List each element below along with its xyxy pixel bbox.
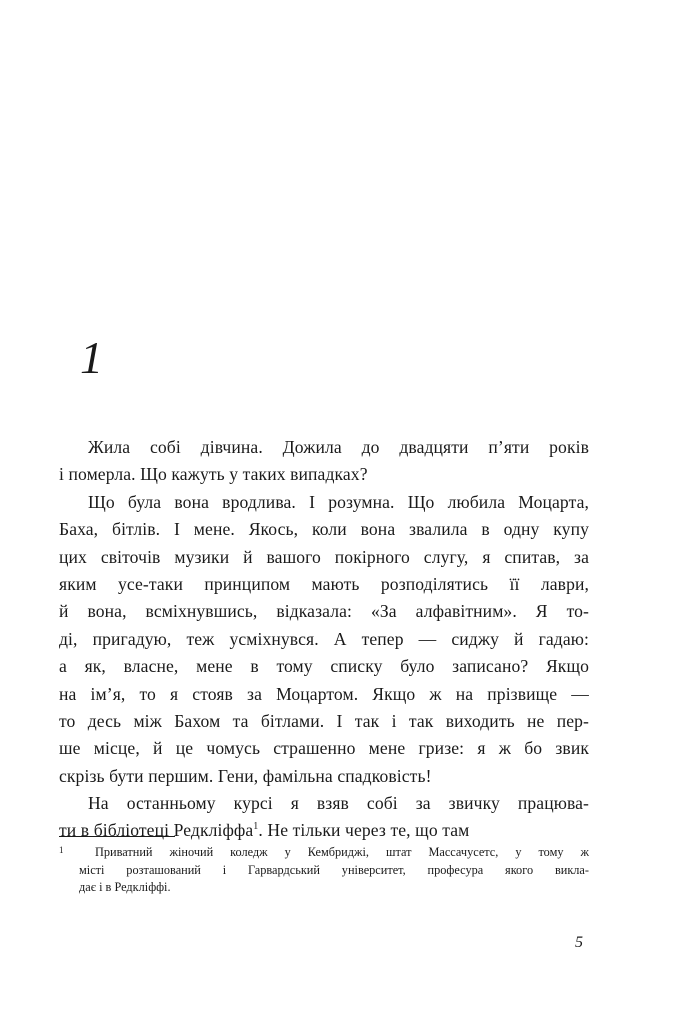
footnote-mark: 1: [59, 845, 64, 855]
text-line: то десь між Бахом та бітлами. І так і так виходить не пер-: [59, 710, 589, 731]
text-line: а як, власне, мене в тому списку було записано? Якщо: [59, 656, 589, 677]
text-line: скрізь бути першим. Гени, фамільна спадковість!: [59, 765, 432, 786]
footnote-line: місті розташований і Гарвардський університет, професура якого викла-: [79, 862, 589, 877]
text-line: Жила собі дівчина. Дожила до двадцяти п’яти років: [88, 437, 589, 457]
text-fragment: . Не тільки через те, що там: [258, 820, 470, 841]
text-line: й вона, всміхнувшись, відказала: «За алфавітним». Я то-: [59, 601, 589, 622]
text-line: Що була вона вродлива. І розумна. Що любила Моцарта,: [88, 491, 589, 512]
footnote-reference[interactable]: 1: [253, 821, 259, 833]
footnote-text: [79, 844, 589, 897]
footnote-line: Приватний жіночий коледж у Кембриджі, штат Массачусетс, у тому ж: [95, 845, 589, 859]
text-line: яким усе-таки принципом мають розподілятись її лаври,: [59, 573, 589, 594]
text-line: На останньому курсі я взяв собі за звичку працюва-: [88, 793, 589, 814]
footnote-line: дає і в Редкліффі.: [79, 880, 171, 895]
page-number: 5: [575, 934, 583, 951]
text-line: і померла. Що кажуть у таких випадках?: [59, 464, 368, 485]
text-line: Баха, бітлів. І мене. Якось, коли вона звалила в одну купу: [59, 519, 589, 540]
text-line: ді, пригадую, теж усміхнувся. А тепер — сиджу й гадаю:: [59, 628, 589, 649]
chapter-number: 1: [80, 332, 103, 383]
text-fragment: ти в бібліотеці Редкліффа: [59, 820, 254, 841]
text-line: [59, 817, 589, 844]
text-line: ше місце, й це чомусь страшенно мене гризе: я ж бо звик: [59, 738, 589, 759]
text-line: цих світочів музики й вашого покірного слугу, я спитав, за: [59, 546, 589, 567]
text-line: на ім’я, то я стояв за Моцартом. Якщо ж на прізвище —: [59, 683, 589, 704]
footnote-rule: [59, 836, 175, 837]
body-text: [59, 434, 589, 845]
